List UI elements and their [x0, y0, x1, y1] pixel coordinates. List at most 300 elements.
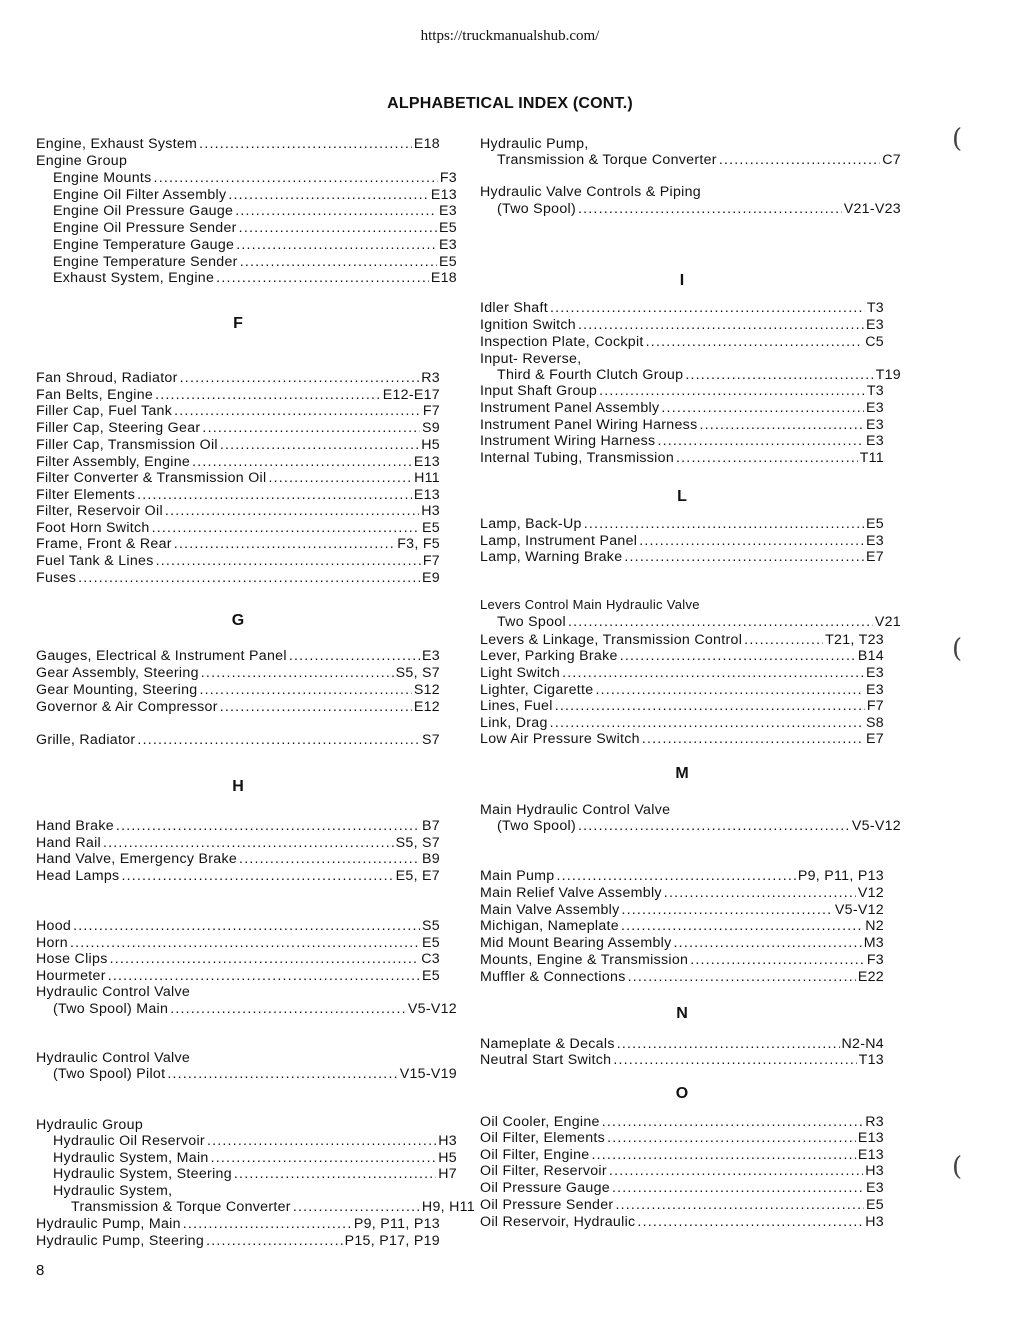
index-entry-label: Filter Assembly, Engine: [36, 454, 191, 470]
index-entry: [480, 152, 901, 169]
dot-leader: [206, 1233, 343, 1250]
index-entry: [480, 136, 884, 153]
index-entry-label: Engine Oil Pressure Sender: [53, 220, 237, 236]
dot-leader: [165, 503, 419, 520]
index-entry-label: Hydraulic Pump,: [480, 136, 589, 152]
index-entry: [480, 918, 884, 935]
index-entry-page: F7: [422, 403, 440, 419]
dot-leader: [664, 885, 856, 902]
index-entry-page: C7: [882, 152, 901, 168]
index-entry-page: S9: [422, 420, 440, 436]
index-entry: [480, 868, 884, 885]
index-entry-label: Mid Mount Bearing Assembly: [480, 935, 672, 951]
index-entry-label: Fan Belts, Engine: [36, 387, 154, 403]
index-entry-page: E5: [439, 254, 457, 270]
index-entry-label: Low Air Pressure Switch: [480, 731, 640, 747]
index-entry-page: E5: [866, 1197, 884, 1213]
index-entry: [480, 334, 884, 351]
section-heading: I: [679, 272, 685, 289]
index-entry-page: E3: [866, 433, 884, 449]
index-entry: [480, 952, 884, 969]
index-entry-label: Filter Elements: [36, 487, 136, 503]
index-entry-label: Oil Filter, Elements: [480, 1130, 606, 1146]
index-entry-label: Fuel Tank & Lines: [36, 553, 154, 569]
index-entry: [36, 1199, 475, 1216]
index-entry: [36, 935, 440, 952]
index-entry: [480, 665, 884, 682]
page-number: 8: [36, 1262, 45, 1279]
index-entry: [36, 136, 440, 153]
index-entry-label: Fuses: [36, 570, 77, 586]
dot-leader: [289, 648, 420, 665]
dot-leader: [639, 533, 864, 550]
dot-leader: [599, 383, 865, 400]
index-entry-label: (Two Spool) Main: [53, 1001, 169, 1017]
index-entry-page: E18: [413, 136, 440, 152]
dot-leader: [235, 203, 437, 220]
index-entry-page: F3, F5: [397, 536, 440, 552]
index-entry: [36, 648, 440, 665]
dot-leader: [550, 715, 864, 732]
index-entry-page: F7: [422, 553, 440, 569]
index-entry-label: Oil Pressure Sender: [480, 1197, 614, 1213]
index-entry-label: Engine Temperature Gauge: [53, 237, 235, 253]
index-entry-page: E13: [857, 1130, 884, 1146]
dot-leader: [154, 170, 438, 187]
index-entry-page: T13: [858, 1052, 884, 1068]
index-entry: [480, 1163, 884, 1180]
dot-leader: [578, 317, 864, 334]
index-entry-page: B14: [857, 648, 884, 664]
index-entry-label: Gauges, Electrical & Instrument Panel: [36, 648, 287, 664]
dot-leader: [615, 1197, 864, 1214]
index-entry: [480, 715, 884, 732]
section-heading: M: [675, 765, 689, 782]
index-entry-page: T19: [875, 367, 901, 383]
index-entry: [36, 570, 440, 587]
index-entry: [36, 968, 440, 985]
index-entry-label: Foot Horn Switch: [36, 520, 150, 536]
index-entry-page: H3: [438, 1133, 457, 1149]
index-entry: [36, 1183, 457, 1200]
index-entry-label: Hourmeter: [36, 968, 106, 984]
index-entry-label: Instrument Panel Assembly: [480, 400, 660, 416]
index-entry-page: M3: [863, 935, 884, 951]
index-entry-label: Filler Cap, Transmission Oil: [36, 437, 218, 453]
index-entry: [36, 203, 457, 220]
index-entry-page: E3: [439, 203, 457, 219]
index-entry-page: F3: [866, 952, 884, 968]
index-entry: [36, 1117, 440, 1134]
dot-leader: [201, 665, 394, 682]
index-entry: [480, 400, 884, 417]
index-entry: [36, 868, 440, 885]
index-entry-label: Lamp, Back-Up: [480, 516, 582, 532]
dot-leader: [211, 1150, 437, 1167]
dot-leader: [220, 699, 412, 716]
index-entry-label: Horn: [36, 935, 68, 951]
index-entry-label: Main Valve Assembly: [480, 902, 620, 918]
index-entry-page: E3: [866, 317, 884, 333]
dot-leader: [192, 454, 412, 471]
dot-leader: [152, 520, 420, 537]
dot-leader: [199, 136, 412, 153]
index-entry: [480, 1036, 884, 1053]
index-entry-label: Hydraulic Control Valve: [36, 1050, 191, 1066]
index-entry-page: S8: [866, 715, 884, 731]
index-entry-label: Instrument Wiring Harness: [480, 433, 656, 449]
index-entry-label: Filter Converter & Transmission Oil: [36, 470, 267, 486]
dot-leader: [216, 270, 429, 287]
index-entry: [36, 1066, 457, 1083]
index-entry: [36, 220, 457, 237]
index-entry-label: Levers & Linkage, Transmission Control: [480, 632, 743, 648]
index-entry-page: E5: [422, 968, 440, 984]
index-entry-label: Hose Clips: [36, 951, 108, 967]
dot-leader: [624, 549, 864, 566]
index-entry-page: E13: [430, 187, 457, 203]
index-entry-label: Hydraulic Pump, Main: [36, 1216, 181, 1232]
index-entry-label: Link, Drag: [480, 715, 548, 731]
index-entry: [36, 153, 440, 170]
index-entry-page: E7: [866, 549, 884, 565]
index-entry-label: Engine Group: [36, 153, 128, 169]
index-entry: [480, 184, 884, 201]
index-entry-page: E3: [866, 417, 884, 433]
index-entry: [36, 851, 440, 868]
index-entry: [36, 918, 440, 935]
index-entry: [36, 699, 440, 716]
dot-leader: [70, 935, 420, 952]
index-entry-page: B7: [422, 818, 440, 834]
index-entry: [480, 682, 884, 699]
dot-leader: [236, 237, 437, 254]
index-entry-label: Idler Shaft: [480, 300, 548, 316]
dot-leader: [155, 387, 381, 404]
index-entry-page: V12: [857, 885, 884, 901]
index-entry: [480, 802, 884, 819]
index-entry-label: Engine Oil Filter Assembly: [53, 187, 227, 203]
index-entry: [480, 698, 884, 715]
index-entry-label: Engine Temperature Sender: [53, 254, 238, 270]
index-entry-page: H11: [414, 470, 440, 486]
index-entry-label: Internal Tubing, Transmission: [480, 450, 675, 466]
dot-leader: [719, 152, 880, 169]
index-entry: [480, 596, 884, 613]
index-entry-label: Hydraulic Pump, Steering: [36, 1233, 205, 1249]
index-entry: [36, 1050, 440, 1067]
index-entry: [480, 317, 884, 334]
index-entry-label: Lighter, Cigarette: [480, 682, 594, 698]
index-entry: [480, 533, 884, 550]
index-entry: [36, 835, 440, 852]
index-entry-label: Two Spool: [497, 614, 566, 630]
index-entry-page: F3: [439, 170, 457, 186]
index-entry-page: E12: [413, 699, 440, 715]
dot-leader: [228, 187, 428, 204]
dot-leader: [220, 437, 419, 454]
index-entry: [36, 951, 440, 968]
dot-leader: [617, 1036, 840, 1053]
index-entry-page: H5: [438, 1150, 457, 1166]
index-entry: [480, 351, 884, 368]
index-entry-label: Gear Assembly, Steering: [36, 665, 199, 681]
index-entry-label: Instrument Panel Wiring Harness: [480, 417, 698, 433]
index-entry: [480, 383, 884, 400]
index-entry: [36, 437, 440, 454]
index-entry-label: Hand Brake: [36, 818, 114, 834]
dot-leader: [685, 367, 873, 384]
index-entry-page: H7: [438, 1166, 457, 1182]
index-entry-label: Governor & Air Compressor: [36, 699, 218, 715]
index-entry-page: H5: [421, 437, 440, 453]
index-entry-label: Oil Filter, Reservoir: [480, 1163, 607, 1179]
index-entry-page: N2: [865, 918, 884, 934]
index-entry-label: Grille, Radiator: [36, 732, 136, 748]
index-entry-label: Hydraulic System,: [53, 1183, 173, 1199]
index-entry-page: S5: [422, 918, 440, 934]
dot-leader: [137, 487, 412, 504]
index-entry-page: H3: [421, 503, 440, 519]
index-entry-page: S12: [413, 682, 440, 698]
index-entry: [480, 632, 884, 649]
index-entry: [36, 984, 440, 1001]
index-entry-label: (Two Spool): [497, 818, 576, 834]
margin-mark: (: [952, 124, 963, 154]
dot-leader: [699, 417, 864, 434]
index-entry-label: Mounts, Engine & Transmission: [480, 952, 689, 968]
dot-leader: [578, 201, 842, 218]
dot-leader: [240, 254, 437, 271]
index-entry: [36, 682, 440, 699]
index-entry-page: E3: [866, 400, 884, 416]
index-entry-label: Input- Reverse,: [480, 351, 582, 367]
index-entry: [36, 270, 457, 287]
index-entry-label: Inspection Plate, Cockpit: [480, 334, 644, 350]
index-entry-label: Hydraulic Valve Controls & Piping: [480, 184, 701, 200]
margin-mark: (: [952, 1152, 963, 1182]
dot-leader: [137, 732, 420, 749]
page-title: ALPHABETICAL INDEX (CONT.): [387, 95, 633, 112]
dot-leader: [293, 1199, 420, 1216]
index-entry: [36, 470, 440, 487]
dot-leader: [199, 682, 411, 699]
index-entry-label: Main Pump: [480, 868, 555, 884]
index-entry-page: T11: [859, 450, 884, 466]
index-entry-label: Levers Control Main Hydraulic Valve: [480, 597, 700, 612]
index-entry: [36, 553, 440, 570]
index-entry-page: N2-N4: [841, 1036, 884, 1052]
index-entry: [480, 1180, 884, 1197]
index-entry: [36, 818, 440, 835]
dot-leader: [180, 370, 420, 387]
index-entry-label: Michigan, Nameplate: [480, 918, 619, 934]
index-entry-label: Lever, Parking Brake: [480, 648, 618, 664]
index-entry: [480, 1214, 884, 1231]
index-entry-page: H3: [865, 1163, 884, 1179]
dot-leader: [621, 918, 863, 935]
index-entry-page: P9, P11, P13: [353, 1216, 440, 1232]
index-entry-label: Lamp, Warning Brake: [480, 549, 623, 565]
index-entry: [480, 1147, 884, 1164]
index-entry: [480, 648, 884, 665]
dot-leader: [690, 952, 865, 969]
index-entry: [36, 1133, 457, 1150]
dot-leader: [620, 648, 856, 665]
dot-leader: [613, 1052, 856, 1069]
index-entry-label: Filter, Reservoir Oil: [36, 503, 163, 519]
index-entry: [480, 818, 901, 835]
index-entry-page: E3: [866, 665, 884, 681]
index-entry-label: Lamp, Instrument Panel: [480, 533, 638, 549]
index-entry-page: E12-E17: [382, 387, 440, 403]
index-entry-page: V21: [874, 614, 901, 630]
index-entry-page: E13: [857, 1147, 884, 1163]
index-entry: [36, 520, 440, 537]
section-heading: F: [233, 315, 243, 332]
index-entry-label: Ignition Switch: [480, 317, 576, 333]
index-entry-label: (Two Spool): [497, 201, 576, 217]
index-entry-label: Filler Cap, Fuel Tank: [36, 403, 173, 419]
index-entry: [480, 1130, 884, 1147]
dot-leader: [121, 868, 393, 885]
index-entry-page: V21-V23: [843, 201, 901, 217]
index-entry-page: P15, P17, P19: [344, 1233, 440, 1249]
dot-leader: [556, 868, 795, 885]
index-entry-page: C3: [421, 951, 440, 967]
index-entry: [480, 367, 901, 384]
index-entry: [480, 450, 884, 467]
index-entry-label: Engine Mounts: [53, 170, 152, 186]
index-entry: [480, 1197, 884, 1214]
index-entry-label: Hand Valve, Emergency Brake: [36, 851, 238, 867]
index-entry: [480, 935, 884, 952]
index-entry: [480, 417, 884, 434]
dot-leader: [116, 818, 420, 835]
index-entry-label: Hood: [36, 918, 72, 934]
index-entry-label: Head Lamps: [36, 868, 120, 884]
index-entry-page: E5: [439, 220, 457, 236]
index-entry-page: V5-V12: [407, 1001, 457, 1017]
index-entry-page: T21, T23: [825, 632, 884, 648]
dot-leader: [657, 433, 864, 450]
index-entry-page: E3: [439, 237, 457, 253]
dot-leader: [612, 1180, 864, 1197]
index-entry-page: E18: [430, 270, 457, 286]
index-entry: [480, 433, 884, 450]
index-entry: [36, 1150, 457, 1167]
dot-leader: [637, 1214, 863, 1231]
index-entry: [36, 170, 457, 187]
index-entry: [480, 614, 901, 631]
dot-leader: [110, 951, 420, 968]
index-entry-label: Engine, Exhaust System: [36, 136, 198, 152]
index-entry-label: Main Relief Valve Assembly: [480, 885, 662, 901]
index-entry-label: Frame, Front & Rear: [36, 536, 172, 552]
index-entry: [480, 1114, 884, 1131]
section-heading: L: [677, 488, 687, 505]
index-entry-label: Fan Shroud, Radiator: [36, 370, 178, 386]
index-entry: [36, 187, 457, 204]
dot-leader: [202, 420, 420, 437]
index-entry: [36, 420, 440, 437]
index-entry: [36, 1216, 440, 1233]
index-entry-page: E9: [422, 570, 440, 586]
index-entry-page: E5, E7: [395, 868, 440, 884]
source-url: https://truckmanualshub.com/: [420, 28, 600, 44]
index-entry-label: Filler Cap, Steering Gear: [36, 420, 201, 436]
index-entry: [36, 1001, 457, 1018]
section-heading: O: [675, 1085, 689, 1102]
index-entry: [480, 969, 884, 986]
index-entry: [36, 254, 457, 271]
index-entry-label: Light Switch: [480, 665, 561, 681]
index-entry-page: V5-V12: [834, 902, 884, 918]
index-entry-page: E13: [413, 487, 440, 503]
index-entry-page: V5-V12: [851, 818, 901, 834]
dot-leader: [103, 835, 394, 852]
index-entry-label: Hydraulic System, Steering: [53, 1166, 232, 1182]
index-entry-label: Hydraulic Control Valve: [36, 984, 191, 1000]
index-entry: [36, 487, 440, 504]
index-entry-page: E3: [866, 1180, 884, 1196]
index-entry-label: Hand Rail: [36, 835, 101, 851]
index-entry-label: Hydraulic Oil Reservoir: [53, 1133, 205, 1149]
index-entry-page: H9, H11: [421, 1199, 475, 1215]
index-entry-page: E5: [422, 520, 440, 536]
index-entry-label: Oil Filter, Engine: [480, 1147, 590, 1163]
index-entry-page: B9: [422, 851, 440, 867]
index-entry-page: E3: [866, 682, 884, 698]
dot-leader: [207, 1133, 436, 1150]
dot-leader: [78, 570, 420, 587]
dot-leader: [578, 818, 850, 835]
index-entry-page: E5: [422, 935, 440, 951]
index-entry-page: E5: [866, 516, 884, 532]
index-entry-page: T3: [866, 383, 884, 399]
section-heading: G: [231, 612, 245, 629]
dot-leader: [239, 851, 420, 868]
index-entry-label: Muffler & Connections: [480, 969, 626, 985]
index-entry-page: T3: [866, 300, 884, 316]
index-entry-label: Third & Fourth Clutch Group: [497, 367, 684, 383]
index-entry-label: Lines, Fuel: [480, 698, 553, 714]
dot-leader: [676, 450, 858, 467]
index-entry-page: E13: [413, 454, 440, 470]
index-entry-label: Oil Cooler, Engine: [480, 1114, 600, 1130]
section-heading: N: [676, 1005, 688, 1022]
index-entry: [36, 536, 440, 553]
dot-leader: [174, 403, 421, 420]
index-entry-label: Oil Reservoir, Hydraulic: [480, 1214, 636, 1230]
dot-leader: [661, 400, 864, 417]
index-entry-page: P9, P11, P13: [797, 868, 884, 884]
index-entry: [36, 370, 440, 387]
dot-leader: [642, 731, 864, 748]
index-entry: [480, 300, 884, 317]
dot-leader: [268, 470, 412, 487]
index-entry-page: S7: [422, 732, 440, 748]
dot-leader: [607, 1130, 856, 1147]
dot-leader: [584, 516, 864, 533]
index-entry-label: Transmission & Torque Converter: [71, 1199, 291, 1215]
dot-leader: [550, 300, 865, 317]
index-entry: [36, 454, 440, 471]
index-entry-label: Transmission & Torque Converter: [497, 152, 717, 168]
dot-leader: [108, 968, 420, 985]
index-entry-page: H3: [865, 1214, 884, 1230]
index-entry-label: Main Hydraulic Control Valve: [480, 802, 671, 818]
